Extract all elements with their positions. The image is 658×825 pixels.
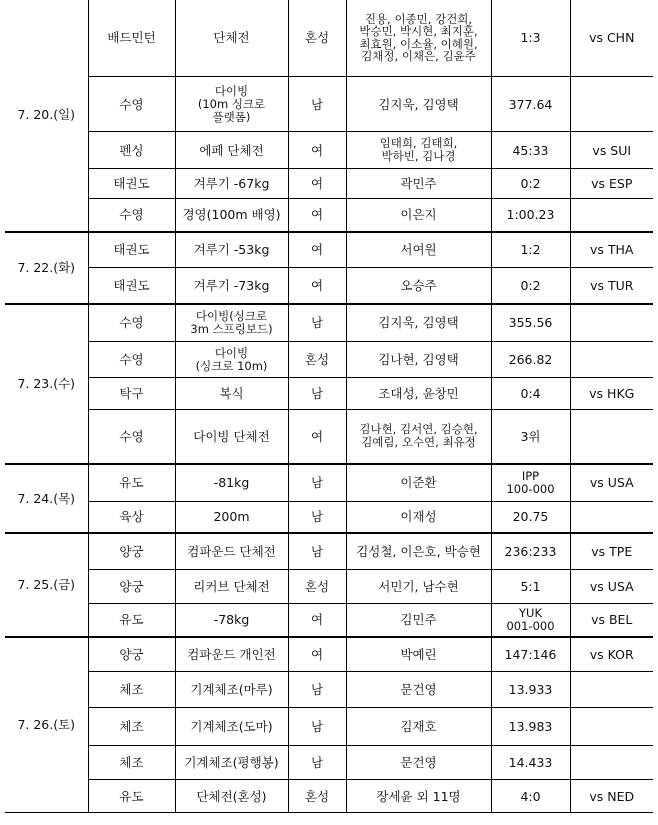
athletes-cell: 임태희, 김태희, 박하빈, 김나경: [346, 132, 491, 169]
result-cell: 13.983: [491, 708, 570, 746]
sport-cell: 체조: [88, 708, 175, 746]
gender-cell: 남: [288, 304, 346, 342]
gender-cell: 남: [288, 708, 346, 746]
sport-cell: 배드민턴: [88, 0, 175, 77]
athletes-cell: 오승주: [346, 268, 491, 304]
gender-cell: 여: [288, 199, 346, 232]
table-row: [5, 0, 653, 77]
event-cell: 컴파운드 개인전: [175, 637, 288, 672]
gender-cell: 여: [288, 410, 346, 464]
date-cell: 7. 24.(목): [5, 464, 88, 533]
table-row: [5, 570, 653, 604]
table-row: [5, 132, 653, 169]
opponent-cell: vs ESP: [570, 169, 653, 199]
event-cell: 다이빙 (싱크로 10m): [175, 342, 288, 378]
result-cell: 0:2: [491, 169, 570, 199]
sport-cell: 탁구: [88, 378, 175, 410]
gender-cell: 남: [288, 533, 346, 570]
result-cell: 14.433: [491, 746, 570, 780]
opponent-cell: vs BEL: [570, 604, 653, 637]
event-cell: 단체전: [175, 0, 288, 77]
athletes-cell: 김지욱, 김영택: [346, 77, 491, 132]
sport-cell: 양궁: [88, 570, 175, 604]
table-row: [5, 199, 653, 232]
gender-cell: 남: [288, 77, 346, 132]
athletes-cell: 문건영: [346, 672, 491, 708]
opponent-cell: vs THA: [570, 232, 653, 268]
gender-cell: 여: [288, 604, 346, 637]
opponent-cell: vs TPE: [570, 533, 653, 570]
sport-cell: 유도: [88, 464, 175, 502]
table-row: [5, 169, 653, 199]
athletes-cell: 이재성: [346, 502, 491, 533]
sport-cell: 태권도: [88, 232, 175, 268]
event-cell: 단체전(혼성): [175, 780, 288, 813]
table-row: [5, 672, 653, 708]
athletes-cell: 김재호: [346, 708, 491, 746]
gender-cell: 여: [288, 232, 346, 268]
opponent-cell: [570, 304, 653, 342]
athletes-cell: 김나현, 김영택: [346, 342, 491, 378]
result-cell: 13.933: [491, 672, 570, 708]
athletes-cell: 서여원: [346, 232, 491, 268]
gender-cell: 혼성: [288, 342, 346, 378]
athletes-cell: 이은지: [346, 199, 491, 232]
athletes-cell: 문건영: [346, 746, 491, 780]
table-row: [5, 410, 653, 464]
athletes-cell: 곽민주: [346, 169, 491, 199]
table-row: [5, 604, 653, 637]
sport-cell: 체조: [88, 746, 175, 780]
date-cell: 7. 26.(토): [5, 637, 88, 813]
event-cell: 다이빙 (10m 싱크로 플랫폼): [175, 77, 288, 132]
table-row: [5, 533, 653, 570]
table-row: [5, 77, 653, 132]
result-cell: 45:33: [491, 132, 570, 169]
event-cell: -78kg: [175, 604, 288, 637]
sport-cell: 유도: [88, 780, 175, 813]
opponent-cell: vs CHN: [570, 0, 653, 77]
gender-cell: 여: [288, 637, 346, 672]
result-cell: 355.56: [491, 304, 570, 342]
sport-cell: 펜싱: [88, 132, 175, 169]
sport-cell: 수영: [88, 342, 175, 378]
result-cell: 377.64: [491, 77, 570, 132]
table-row: [5, 268, 653, 304]
athletes-cell: 서민기, 남수현: [346, 570, 491, 604]
gender-cell: 혼성: [288, 780, 346, 813]
table-row: [5, 780, 653, 813]
gender-cell: 여: [288, 169, 346, 199]
sport-cell: 수영: [88, 199, 175, 232]
opponent-cell: [570, 342, 653, 378]
result-cell: 1:2: [491, 232, 570, 268]
gender-cell: 혼성: [288, 0, 346, 77]
opponent-cell: [570, 708, 653, 746]
athletes-cell: 장세윤 외 11명: [346, 780, 491, 813]
sport-cell: 수영: [88, 410, 175, 464]
opponent-cell: vs TUR: [570, 268, 653, 304]
result-cell: YUK 001-000: [491, 604, 570, 637]
event-cell: 복식: [175, 378, 288, 410]
gender-cell: 남: [288, 502, 346, 533]
event-cell: 200m: [175, 502, 288, 533]
event-cell: 다이빙(싱크로 3m 스프링보드): [175, 304, 288, 342]
event-cell: 리커브 단체전: [175, 570, 288, 604]
opponent-cell: vs USA: [570, 464, 653, 502]
result-cell: 236:233: [491, 533, 570, 570]
gender-cell: 혼성: [288, 570, 346, 604]
date-cell: 7. 22.(화): [5, 232, 88, 304]
opponent-cell: [570, 199, 653, 232]
gender-cell: 남: [288, 672, 346, 708]
opponent-cell: [570, 77, 653, 132]
table-row: [5, 502, 653, 533]
date-cell: 7. 23.(수): [5, 304, 88, 464]
gender-cell: 남: [288, 378, 346, 410]
athletes-cell: 김지욱, 김영택: [346, 304, 491, 342]
event-cell: -81kg: [175, 464, 288, 502]
athletes-cell: 김민주: [346, 604, 491, 637]
result-cell: 4:0: [491, 780, 570, 813]
event-cell: 겨루기 -67kg: [175, 169, 288, 199]
result-cell: 1:00.23: [491, 199, 570, 232]
table-row: [5, 232, 653, 268]
gender-cell: 남: [288, 746, 346, 780]
opponent-cell: [570, 672, 653, 708]
athletes-cell: 박예린: [346, 637, 491, 672]
sport-cell: 태권도: [88, 169, 175, 199]
event-cell: 겨루기 -73kg: [175, 268, 288, 304]
gender-cell: 여: [288, 132, 346, 169]
table-row: [5, 746, 653, 780]
sport-cell: 육상: [88, 502, 175, 533]
result-cell: 0:4: [491, 378, 570, 410]
event-cell: 경영(100m 배영): [175, 199, 288, 232]
opponent-cell: [570, 746, 653, 780]
gender-cell: 남: [288, 464, 346, 502]
sport-cell: 수영: [88, 77, 175, 132]
athletes-cell: 진용, 이종민, 강건희, 박승민, 박시현, 최지훈, 최효원, 이소율, 이혜원, 김채정, 이채은, 김윤주: [346, 0, 491, 77]
table-row: [5, 708, 653, 746]
opponent-cell: [570, 410, 653, 464]
athletes-cell: 이준환: [346, 464, 491, 502]
date-cell: 7. 20.(일): [5, 0, 88, 232]
result-cell: 266.82: [491, 342, 570, 378]
sport-cell: 양궁: [88, 533, 175, 570]
table-row: [5, 304, 653, 342]
sport-cell: 유도: [88, 604, 175, 637]
result-cell: IPP 100-000: [491, 464, 570, 502]
table-row: [5, 464, 653, 502]
opponent-cell: [570, 502, 653, 533]
event-cell: 에페 단체전: [175, 132, 288, 169]
table-row: [5, 637, 653, 672]
result-cell: 3위: [491, 410, 570, 464]
table-row: [5, 378, 653, 410]
event-cell: 기계체조(평행봉): [175, 746, 288, 780]
athletes-cell: 조대성, 윤창민: [346, 378, 491, 410]
event-cell: 기계체조(마루): [175, 672, 288, 708]
athletes-cell: 김성철, 이은호, 박승현: [346, 533, 491, 570]
gender-cell: 여: [288, 268, 346, 304]
sport-cell: 수영: [88, 304, 175, 342]
result-cell: 0:2: [491, 268, 570, 304]
opponent-cell: vs HKG: [570, 378, 653, 410]
result-cell: 147:146: [491, 637, 570, 672]
date-cell: 7. 25.(금): [5, 533, 88, 637]
opponent-cell: vs SUI: [570, 132, 653, 169]
event-cell: 컴파운드 단체전: [175, 533, 288, 570]
opponent-cell: vs NED: [570, 780, 653, 813]
sport-cell: 체조: [88, 672, 175, 708]
event-cell: 기계체조(도마): [175, 708, 288, 746]
sport-cell: 양궁: [88, 637, 175, 672]
event-cell: 겨루기 -53kg: [175, 232, 288, 268]
result-cell: 20.75: [491, 502, 570, 533]
table-row: [5, 342, 653, 378]
results-table: [5, 0, 653, 813]
event-cell: 다이빙 단체전: [175, 410, 288, 464]
result-cell: 1:3: [491, 0, 570, 77]
athletes-cell: 김나현, 김서연, 김승현, 김예림, 오수연, 최유정: [346, 410, 491, 464]
sport-cell: 태권도: [88, 268, 175, 304]
opponent-cell: vs USA: [570, 570, 653, 604]
result-cell: 5:1: [491, 570, 570, 604]
opponent-cell: vs KOR: [570, 637, 653, 672]
